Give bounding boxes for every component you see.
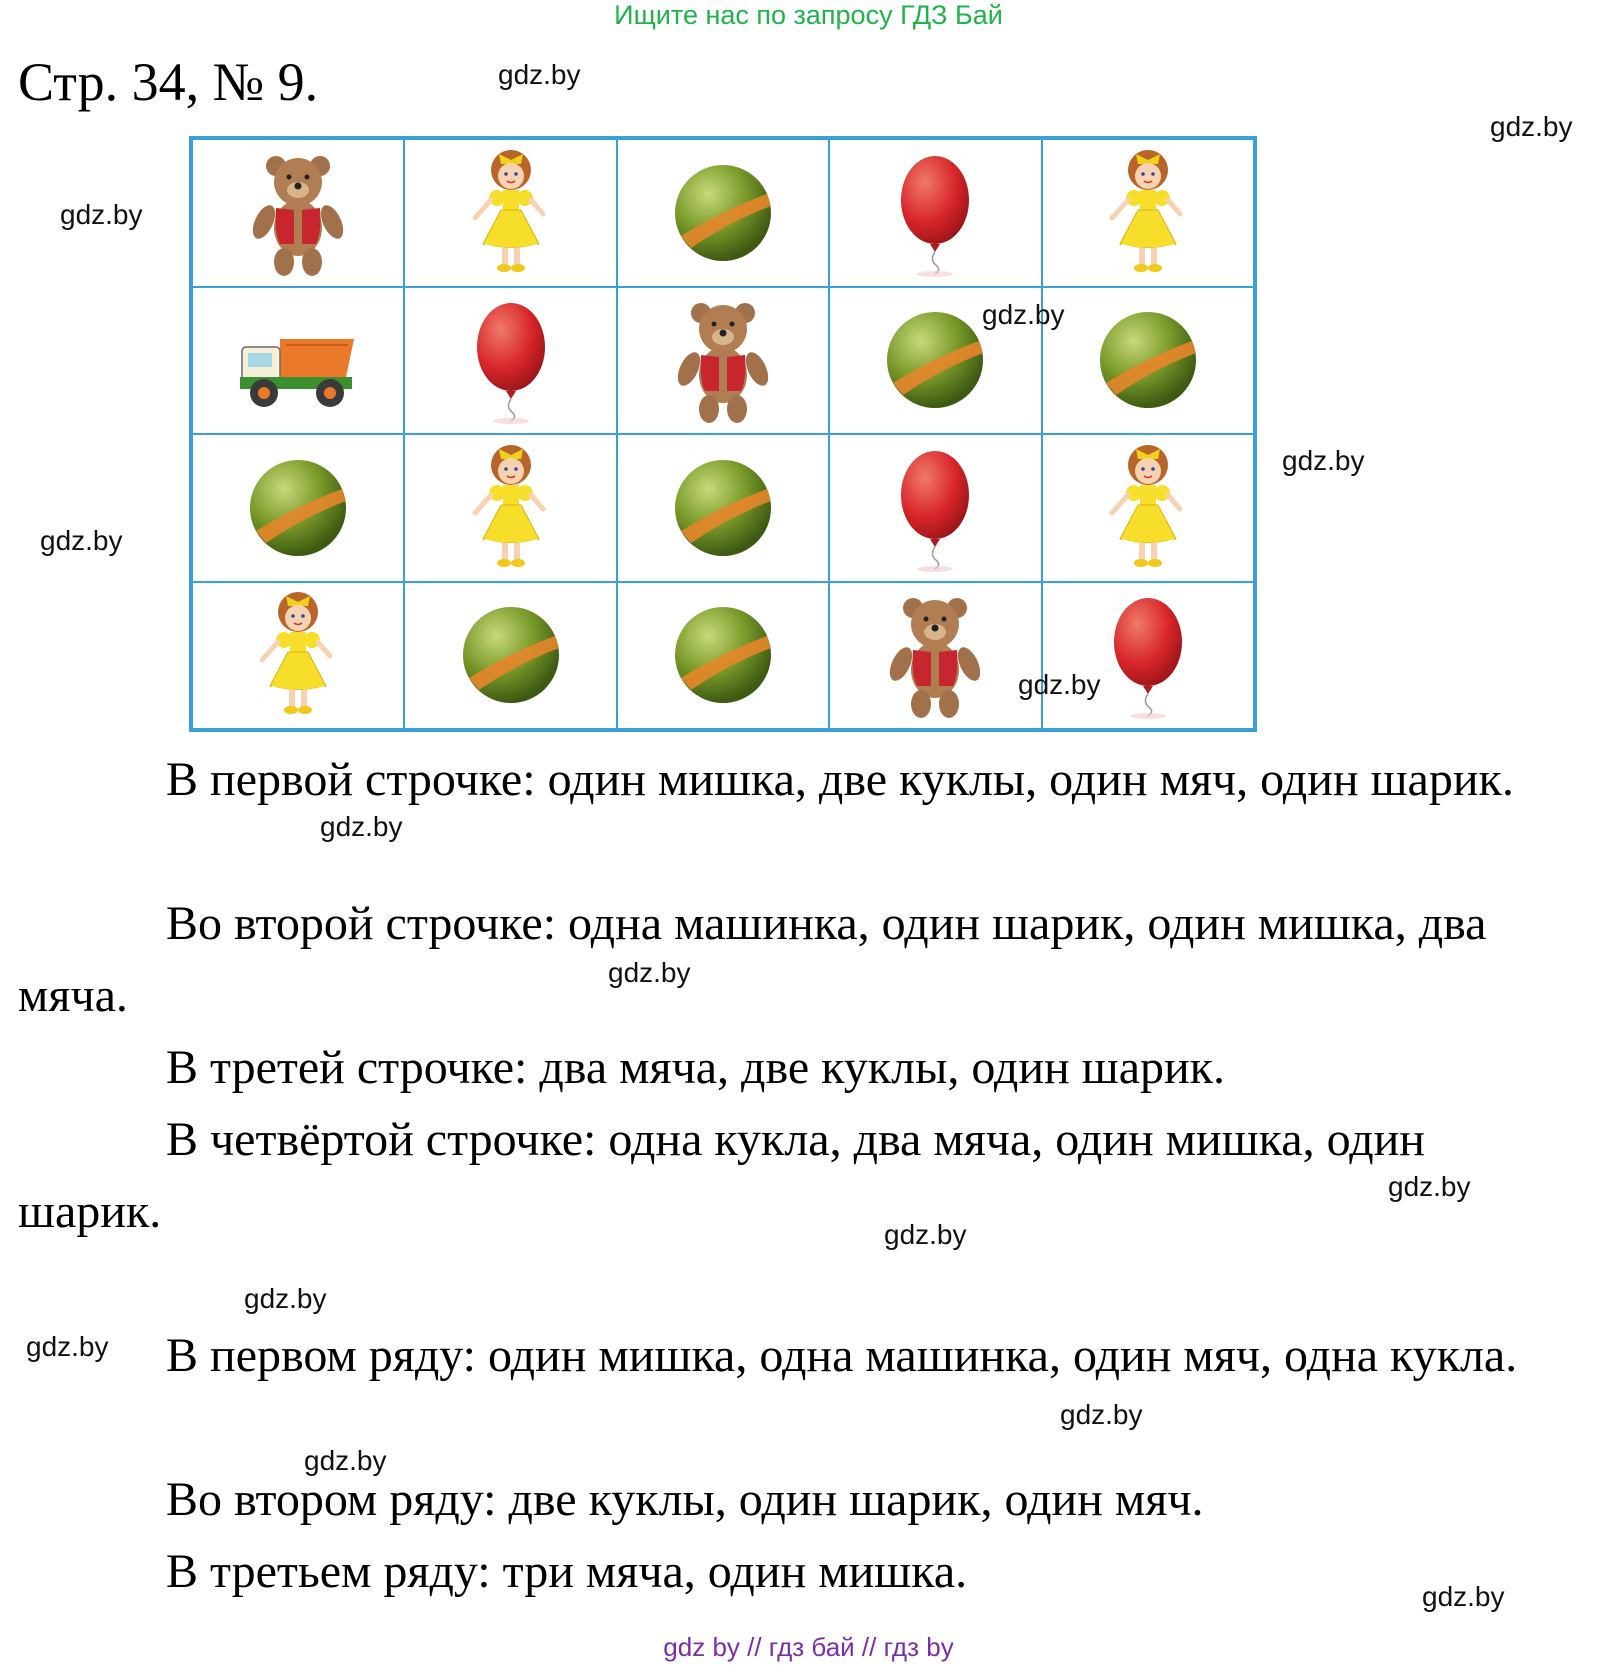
- doll-icon: [238, 590, 358, 720]
- grid-cell: [404, 582, 616, 730]
- doll-icon: [451, 443, 571, 573]
- watermark: gdz.by: [884, 1219, 967, 1250]
- grid-cell: [1042, 434, 1254, 582]
- paragraph-column-1: В первом ряду: один мишка, одна машинка, один мяч, одна кукла.: [166, 1329, 1518, 1382]
- watermark: gdz.by: [304, 1445, 387, 1476]
- grid-cell: [192, 139, 404, 287]
- grid-cell: [404, 287, 616, 435]
- watermark: gdz.by: [608, 957, 691, 988]
- paragraph-row-1: В первой строчке: один мишка, две куклы, один мяч, один шарик.: [166, 753, 1514, 806]
- bear-icon: [875, 590, 995, 720]
- doll-icon: [1088, 148, 1208, 278]
- ball-icon: [663, 148, 783, 278]
- balloon-icon: [875, 443, 995, 573]
- watermark: gdz.by: [1388, 1171, 1471, 1202]
- grid-cell: [617, 582, 829, 730]
- watermark: gdz.by: [60, 199, 143, 230]
- ball-icon: [451, 590, 571, 720]
- watermark: gdz.by: [498, 59, 581, 90]
- grid-cell: [404, 139, 616, 287]
- bear-icon: [663, 295, 783, 425]
- grid-cell: [404, 434, 616, 582]
- paragraph-row-2: Во второй строчке: одна машинка, один шарик, один мишка, два мяча.: [18, 897, 1487, 1022]
- watermark: gdz.by: [1060, 1399, 1143, 1430]
- footer-watermark: gdz by // гдз бай // гдз by: [663, 1632, 954, 1662]
- grid-cell: [1042, 582, 1254, 730]
- grid-cell: [192, 582, 404, 730]
- ball-icon: [663, 590, 783, 720]
- watermark: gdz.by: [982, 299, 1065, 330]
- grid-cell: [829, 434, 1041, 582]
- top-banner: Ищите нас по запросу ГДЗ Бай: [614, 0, 1003, 30]
- paragraph-row-4: В четвёртой строчке: одна кукла, два мяча, один мишка, один шарик.: [18, 1113, 1425, 1238]
- grid-cell: [829, 582, 1041, 730]
- grid-cell: [192, 287, 404, 435]
- grid-cell: [617, 139, 829, 287]
- grid-cell: [617, 287, 829, 435]
- watermark: gdz.by: [1490, 111, 1573, 142]
- paragraph-column-2: Во втором ряду: две куклы, один шарик, один мяч.: [166, 1473, 1204, 1526]
- balloon-icon: [875, 148, 995, 278]
- grid-cell: [1042, 287, 1254, 435]
- paragraph-column-3: В третьем ряду: три мяча, один мишка.: [166, 1545, 968, 1598]
- doll-icon: [1088, 443, 1208, 573]
- watermark: gdz.by: [26, 1331, 109, 1362]
- page-title: Стр. 34, № 9.: [18, 52, 319, 112]
- balloon-icon: [1088, 590, 1208, 720]
- bear-icon: [238, 148, 358, 278]
- ball-icon: [238, 443, 358, 573]
- watermark: gdz.by: [40, 525, 123, 556]
- watermark: gdz.by: [1282, 445, 1365, 476]
- watermark: gdz.by: [1422, 1581, 1505, 1612]
- ball-icon: [875, 295, 995, 425]
- truck-icon: [238, 295, 358, 425]
- grid-cell: [1042, 139, 1254, 287]
- doll-icon: [451, 148, 571, 278]
- toy-grid: [189, 136, 1257, 732]
- grid-cell: [617, 434, 829, 582]
- balloon-icon: [451, 295, 571, 425]
- paragraph-row-3: В третей строчке: два мяча, две куклы, один шарик.: [166, 1041, 1225, 1094]
- grid-cell: [829, 139, 1041, 287]
- grid-cell: [192, 434, 404, 582]
- watermark: gdz.by: [244, 1283, 327, 1314]
- watermark: gdz.by: [320, 811, 403, 842]
- ball-icon: [1088, 295, 1208, 425]
- ball-icon: [663, 443, 783, 573]
- watermark: gdz.by: [1018, 669, 1101, 700]
